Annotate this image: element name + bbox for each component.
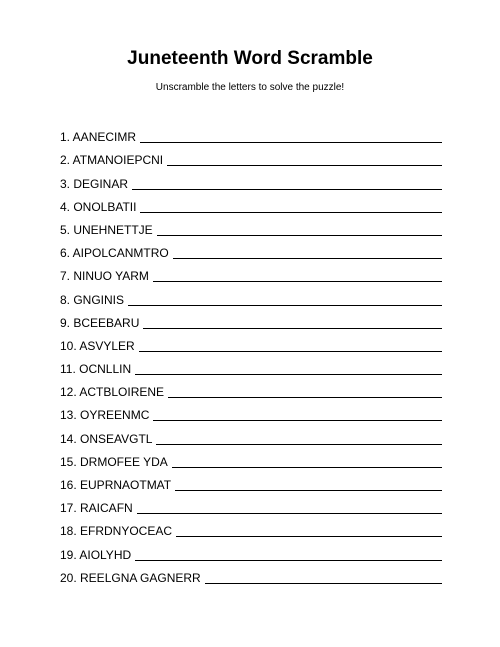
scrambled-word: 17. RAICAFN [60,501,133,516]
answer-line[interactable] [153,420,442,421]
answer-line[interactable] [140,142,442,143]
answer-line[interactable] [167,165,442,166]
scramble-item [60,422,442,445]
instructions: Unscramble the letters to solve the puzzle! [155,82,345,93]
scrambled-word: 1. AANECIMR [60,130,137,145]
answer-line[interactable] [132,189,442,190]
scramble-item [60,260,442,283]
scrambled-word: 9. BCEEBARU [60,315,140,330]
answer-line[interactable] [157,235,442,236]
answer-line[interactable] [143,328,442,329]
answer-line[interactable] [135,374,442,375]
answer-line[interactable] [153,281,442,282]
scramble-item [60,330,442,353]
answer-line[interactable] [137,513,442,514]
scrambled-word: 2. ATMANOIEPCNI [60,153,164,168]
scrambled-word: 20. REELGNA GAGNERR [60,570,201,585]
scramble-item [60,121,442,144]
page-title: Juneteenth Word Scramble [127,48,373,69]
scramble-item [60,376,442,399]
scrambled-word: 3. DEGINAR [60,176,129,191]
scrambled-word: 8. GNGINIS [60,292,125,307]
scramble-item [60,237,442,260]
scramble-item [60,353,442,376]
scramble-item [60,469,442,492]
scrambled-word: 19. AIOLYHD [60,547,132,562]
scrambled-word: 18. EFRDNYOCEAC [60,524,173,539]
answer-line[interactable] [175,490,442,491]
scrambled-word: 10. ASVYLER [60,338,135,353]
answer-line[interactable] [140,212,442,213]
scramble-item [60,399,442,422]
scrambled-word: 6. AIPOLCANMTRO [60,246,169,261]
scramble-item [60,446,442,469]
scramble-item [60,144,442,167]
scramble-item [60,214,442,237]
scrambled-word: 11. OCNLLIN [60,362,132,377]
scramble-list [60,121,442,585]
scramble-item [60,515,442,538]
scramble-item [60,167,442,190]
answer-line[interactable] [176,536,442,537]
answer-line[interactable] [135,560,442,561]
answer-line[interactable] [139,351,442,352]
scramble-item [60,307,442,330]
scrambled-word: 7. NINUO YARM [60,269,149,284]
answer-line[interactable] [205,583,442,584]
scrambled-word: 14. ONSEAVGTL [60,431,153,446]
scramble-item [60,538,442,561]
scrambled-word: 16. EUPRNAOTMAT [60,478,172,492]
answer-line[interactable] [173,258,442,259]
scramble-item [60,562,442,585]
answer-line[interactable] [156,444,442,445]
scramble-item [60,492,442,515]
scrambled-word: 12. ACTBLOIRENE [60,385,165,400]
scrambled-word: 15. DRMOFEE YDA [60,454,168,469]
answer-line[interactable] [172,467,442,468]
scrambled-word: 13. OYREENMC [60,408,150,423]
scramble-item [60,283,442,306]
answer-line[interactable] [168,397,442,398]
scrambled-word: 4. ONOLBATII [60,199,137,214]
scrambled-word: 5. UNEHNETTJE [60,222,153,237]
answer-line[interactable] [128,305,442,306]
scramble-item [60,191,442,214]
